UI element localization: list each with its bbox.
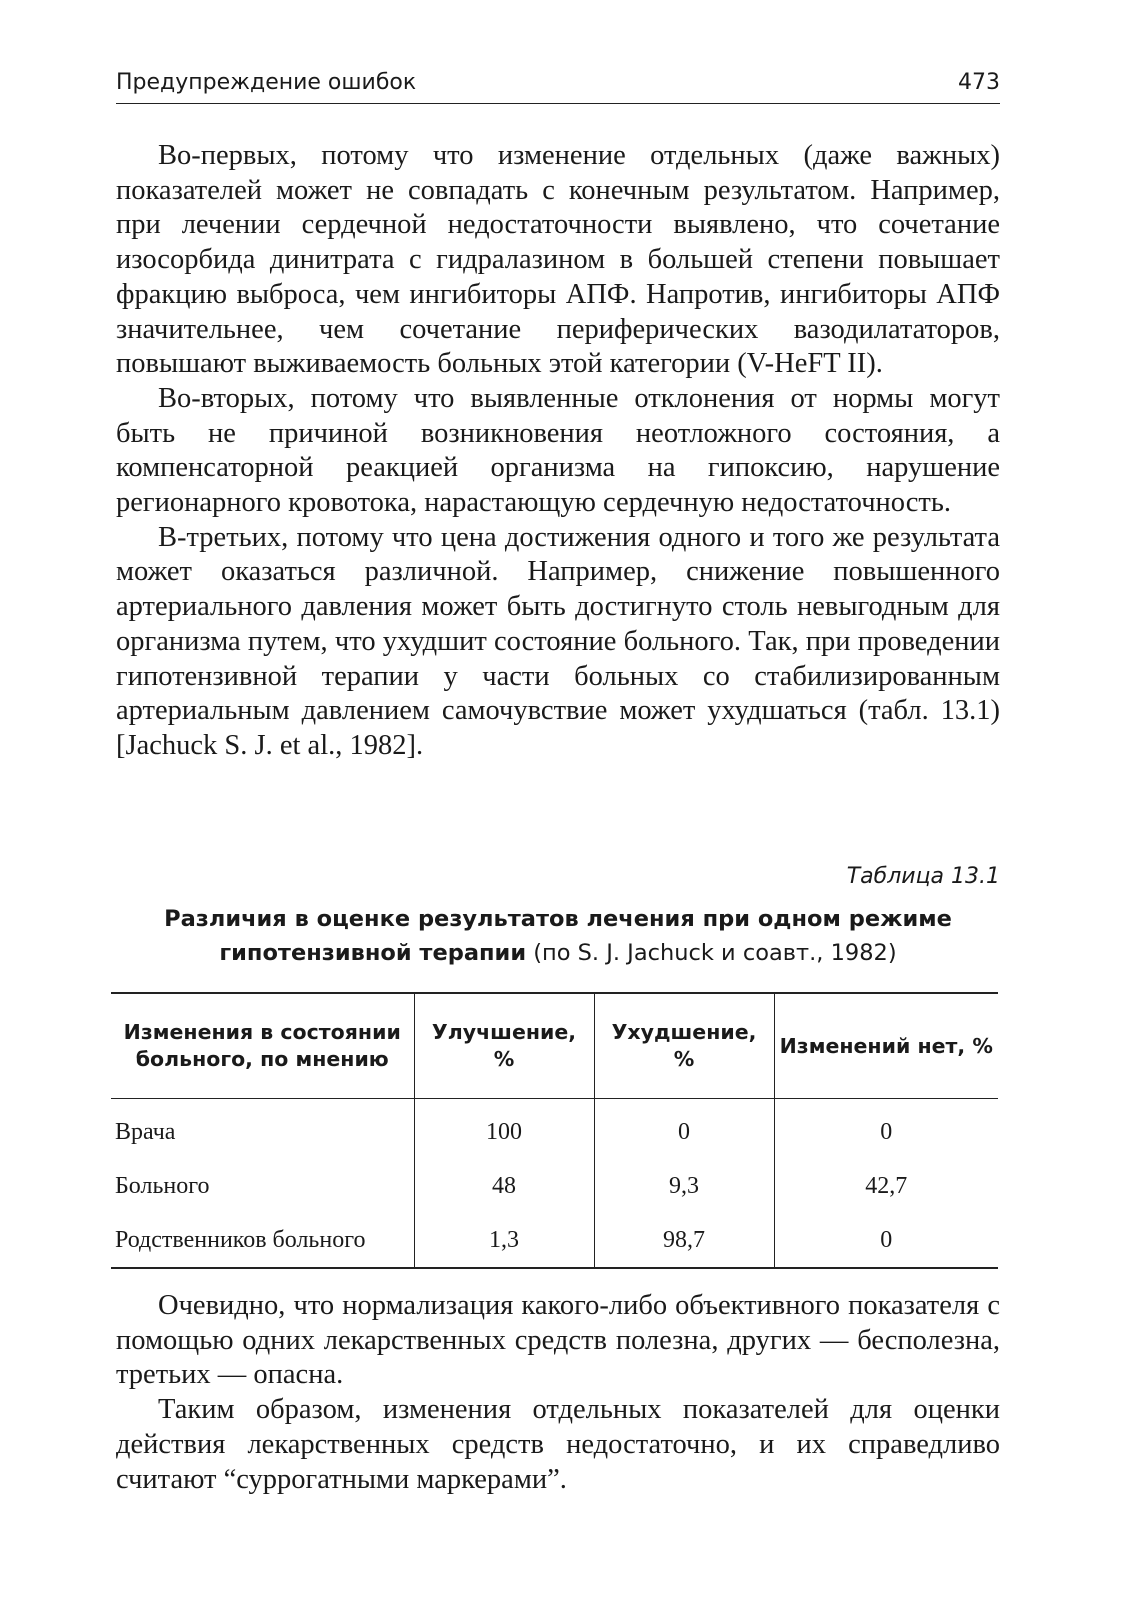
header-rule — [116, 103, 1000, 104]
body-text-top — [116, 139, 1000, 764]
table-header-cell: Изменений нет, % — [774, 993, 998, 1099]
table-cell: 1,3 — [414, 1213, 594, 1268]
table-row — [111, 1099, 998, 1160]
paragraph: В-третьих, потому что цена достижения одного и того же результата может оказаться различной. Например, снижение повышенного артериального давления может быть достигнуто столь невыгодным для организма путем, что ухудшит состояние больного. Так, при проведении гипотензивной терапии у части больных со стабилизированным артериальным давлением самочувствие может ухудшаться (табл. 13.1) [Jachuck S. J. et al., 1982]. — [116, 521, 1000, 761]
table-cell: 0 — [774, 1099, 998, 1160]
table-header-row — [111, 993, 998, 1099]
table-cell: Врача — [115, 1118, 176, 1145]
table-cell: 100 — [414, 1099, 594, 1160]
table-cell: Родственников больного — [111, 1213, 414, 1268]
table-header-cell: Ухудшение, % — [594, 993, 774, 1099]
paragraph: Во-первых, потому что изменение отдельных (даже важных) показателей может не совпадать с конечным результатом. Например, при лечении сердечной недостаточности выявлено, что сочетание изосорбида динитрата с гидралазином в большей степени повышает фракцию выброса, чем ингибиторы АПФ. Напротив, ингибиторы АПФ значительнее, чем сочетание периферических вазодилататоров, повышают выживаемость больных этой категории (V-HeFT II). — [116, 140, 1000, 380]
table-title — [116, 902, 1000, 970]
table-title-source: (по S. J. Jachuck и соавт., 1982) — [526, 940, 897, 966]
table-title-bold: Различия в оценке результатов лечения при одном режиме гипотензивной терапии — [164, 906, 952, 966]
body-text-bottom — [116, 1289, 1000, 1497]
running-header — [116, 66, 1000, 106]
results-table — [111, 992, 998, 1269]
page-number: 473 — [958, 70, 1000, 95]
table-row — [111, 1213, 998, 1268]
paragraph: Очевидно, что нормализация какого-либо объективного показателя с помощью одних лекарственных средств полезна, других — бесполезна, третьих — опасна. — [116, 1290, 1000, 1391]
chapter-title: Предупреждение ошибок — [116, 70, 417, 95]
table-cell: 0 — [594, 1099, 774, 1160]
paragraph: Таким образом, изменения отдельных показателей для оценки действия лекарственных средств недостаточно, и их справедливо считают “суррогатными маркерами”. — [116, 1394, 1000, 1495]
table-header-cell: Изменения в состоянии больного, по мнению — [111, 993, 414, 1099]
table-cell: 48 — [414, 1159, 594, 1213]
table-header-cell: Улучшение, % — [414, 993, 594, 1099]
table-cell: 98,7 — [594, 1213, 774, 1268]
table-cell: Больного — [115, 1172, 210, 1199]
table-cell: 9,3 — [594, 1159, 774, 1213]
table-cell: 42,7 — [774, 1159, 998, 1213]
paragraph: Во-вторых, потому что выявленные отклонения от нормы могут быть не причиной возникновения неотложного состояния, а компенсаторной реакцией организма на гипоксию, нарушение регионарного кровотока, нарастающую сердечную недостаточность. — [116, 382, 1000, 519]
table-cell: 0 — [774, 1213, 998, 1268]
table-row — [111, 1159, 998, 1213]
table-label: Таблица 13.1 — [846, 864, 1000, 889]
